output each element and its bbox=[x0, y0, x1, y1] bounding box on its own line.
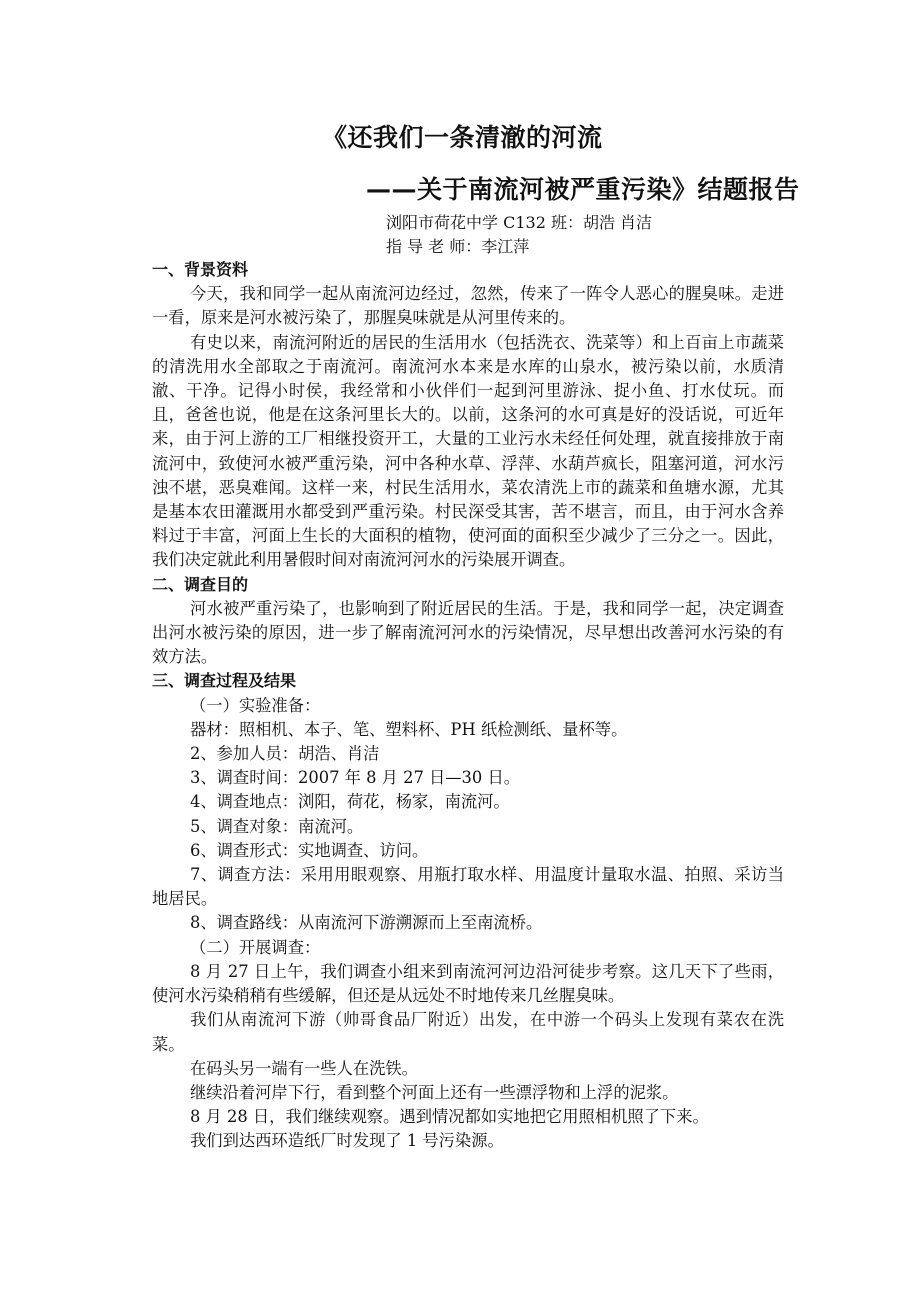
section-heading-purpose: 二、调查目的 bbox=[152, 574, 249, 594]
report-title-line1: 《还我们一条清澈的河流 bbox=[322, 123, 603, 152]
list-item: 2、参加人员：胡浩、肖洁 bbox=[190, 744, 380, 764]
paragraph: 我们到达西环造纸厂时发现了 1 号污染源。 bbox=[190, 1131, 504, 1151]
paragraph: 我们从南流河下游（帅哥食品厂附近）出发，在中游一个码头上发现有菜农在洗菜。 bbox=[152, 1010, 784, 1054]
list-item: 器材：照相机、本子、笔、塑料杯、PH 纸检测纸、量杯等。 bbox=[190, 719, 628, 739]
paragraph: 继续沿着河岸下行，看到整个河面上还有一些漂浮物和上浮的泥浆。 bbox=[190, 1082, 679, 1102]
section-heading-background: 一、背景资料 bbox=[152, 260, 249, 279]
advisor-line: 指 导 老 师：李江萍 bbox=[386, 237, 530, 256]
paragraph: 在码头另一端有一些人在洗铁。 bbox=[190, 1058, 418, 1078]
list-item: 4、调查地点：浏阳，荷花，杨家，南流河。 bbox=[190, 792, 510, 812]
list-item: 7、调查方法：采用用眼观察、用瓶打取水样、用温度计量取水温、拍照、采访当地居民。 bbox=[152, 865, 784, 909]
list-item: 6、调查形式：实地调查、访问。 bbox=[190, 840, 429, 860]
paragraph: 有史以来，南流河附近的居民的生活用水（包括洗衣、洗菜等）和上百亩上市蔬菜的清洗用水全部取之于南流河。南流河水本来是水库的山泉水，被污染以前，水质清澈、干净。记得小时侯，我经常和小伙伴们一起到河里游泳、捉小鱼、打水仗玩。而且，爸爸也说，他是在这条河里长大的。以前，这条河的水可真是好的没话说，可近年来，由于河上游的工厂相继投资开工，大量的工业污水未经任何处理，就直接排放于南流河中，致使河水被严重污染，河中各种水草、浮萍、水葫芦疯长，阻塞河道，河水污浊不堪，恶臭难闻。这样一来，村民生活用水，菜农清洗上市的蔬菜和鱼塘水源，尤其是基本农田灌溉用水都受到严重污染。村民深受其害，苦不堪言，而且，由于河水含养料过于丰富，河面上生长的大面积的植物，使河面的面积至少减少了三分之一。因此，我们决定就此利用暑假时间对南流河河水的污染展开调查。 bbox=[152, 332, 784, 570]
report-title-line2: ——关于南流河被严重污染》结题报告 bbox=[366, 175, 800, 204]
subheading-preparation: （一）实验准备： bbox=[190, 695, 321, 715]
author-line: 浏阳市荷花中学 C132 班：胡浩 肖洁 bbox=[386, 213, 653, 232]
paragraph: 今天，我和同学一起从南流河边经过，忽然，传来了一阵令人恶心的腥臭味。走进一看，原来是河水被污染了，那腥臭味就是从河里传来的。 bbox=[152, 284, 784, 328]
subheading-investigation: （二）开展调查： bbox=[190, 937, 321, 957]
paragraph: 8 月 28 日，我们继续观察。遇到情况都如实地把它用照相机照了下来。 bbox=[190, 1107, 709, 1127]
list-item: 5、调查对象：南流河。 bbox=[190, 816, 364, 836]
report-body bbox=[152, 258, 784, 1154]
paragraph: 8 月 27 日上午，我们调查小组来到南流河河边沿河徒步考察。这几天下了些雨，使河水污染稍稍有些缓解，但还是从远处不时地传来几丝腥臭味。 bbox=[152, 961, 784, 1006]
list-item: 3、调查时间：2007 年 8 月 27 日—30 日。 bbox=[190, 768, 521, 788]
paragraph: 河水被严重污染了，也影响到了附近居民的生活。于是，我和同学一起，决定调查出河水被污染的原因，进一步了解南流河河水的污染情况，尽早想出改善河水污染的有效方法。 bbox=[152, 598, 784, 667]
section-heading-process: 三、调查过程及结果 bbox=[152, 671, 297, 691]
list-item: 8、调查路线：从南流河下游溯源而上至南流桥。 bbox=[190, 913, 543, 933]
